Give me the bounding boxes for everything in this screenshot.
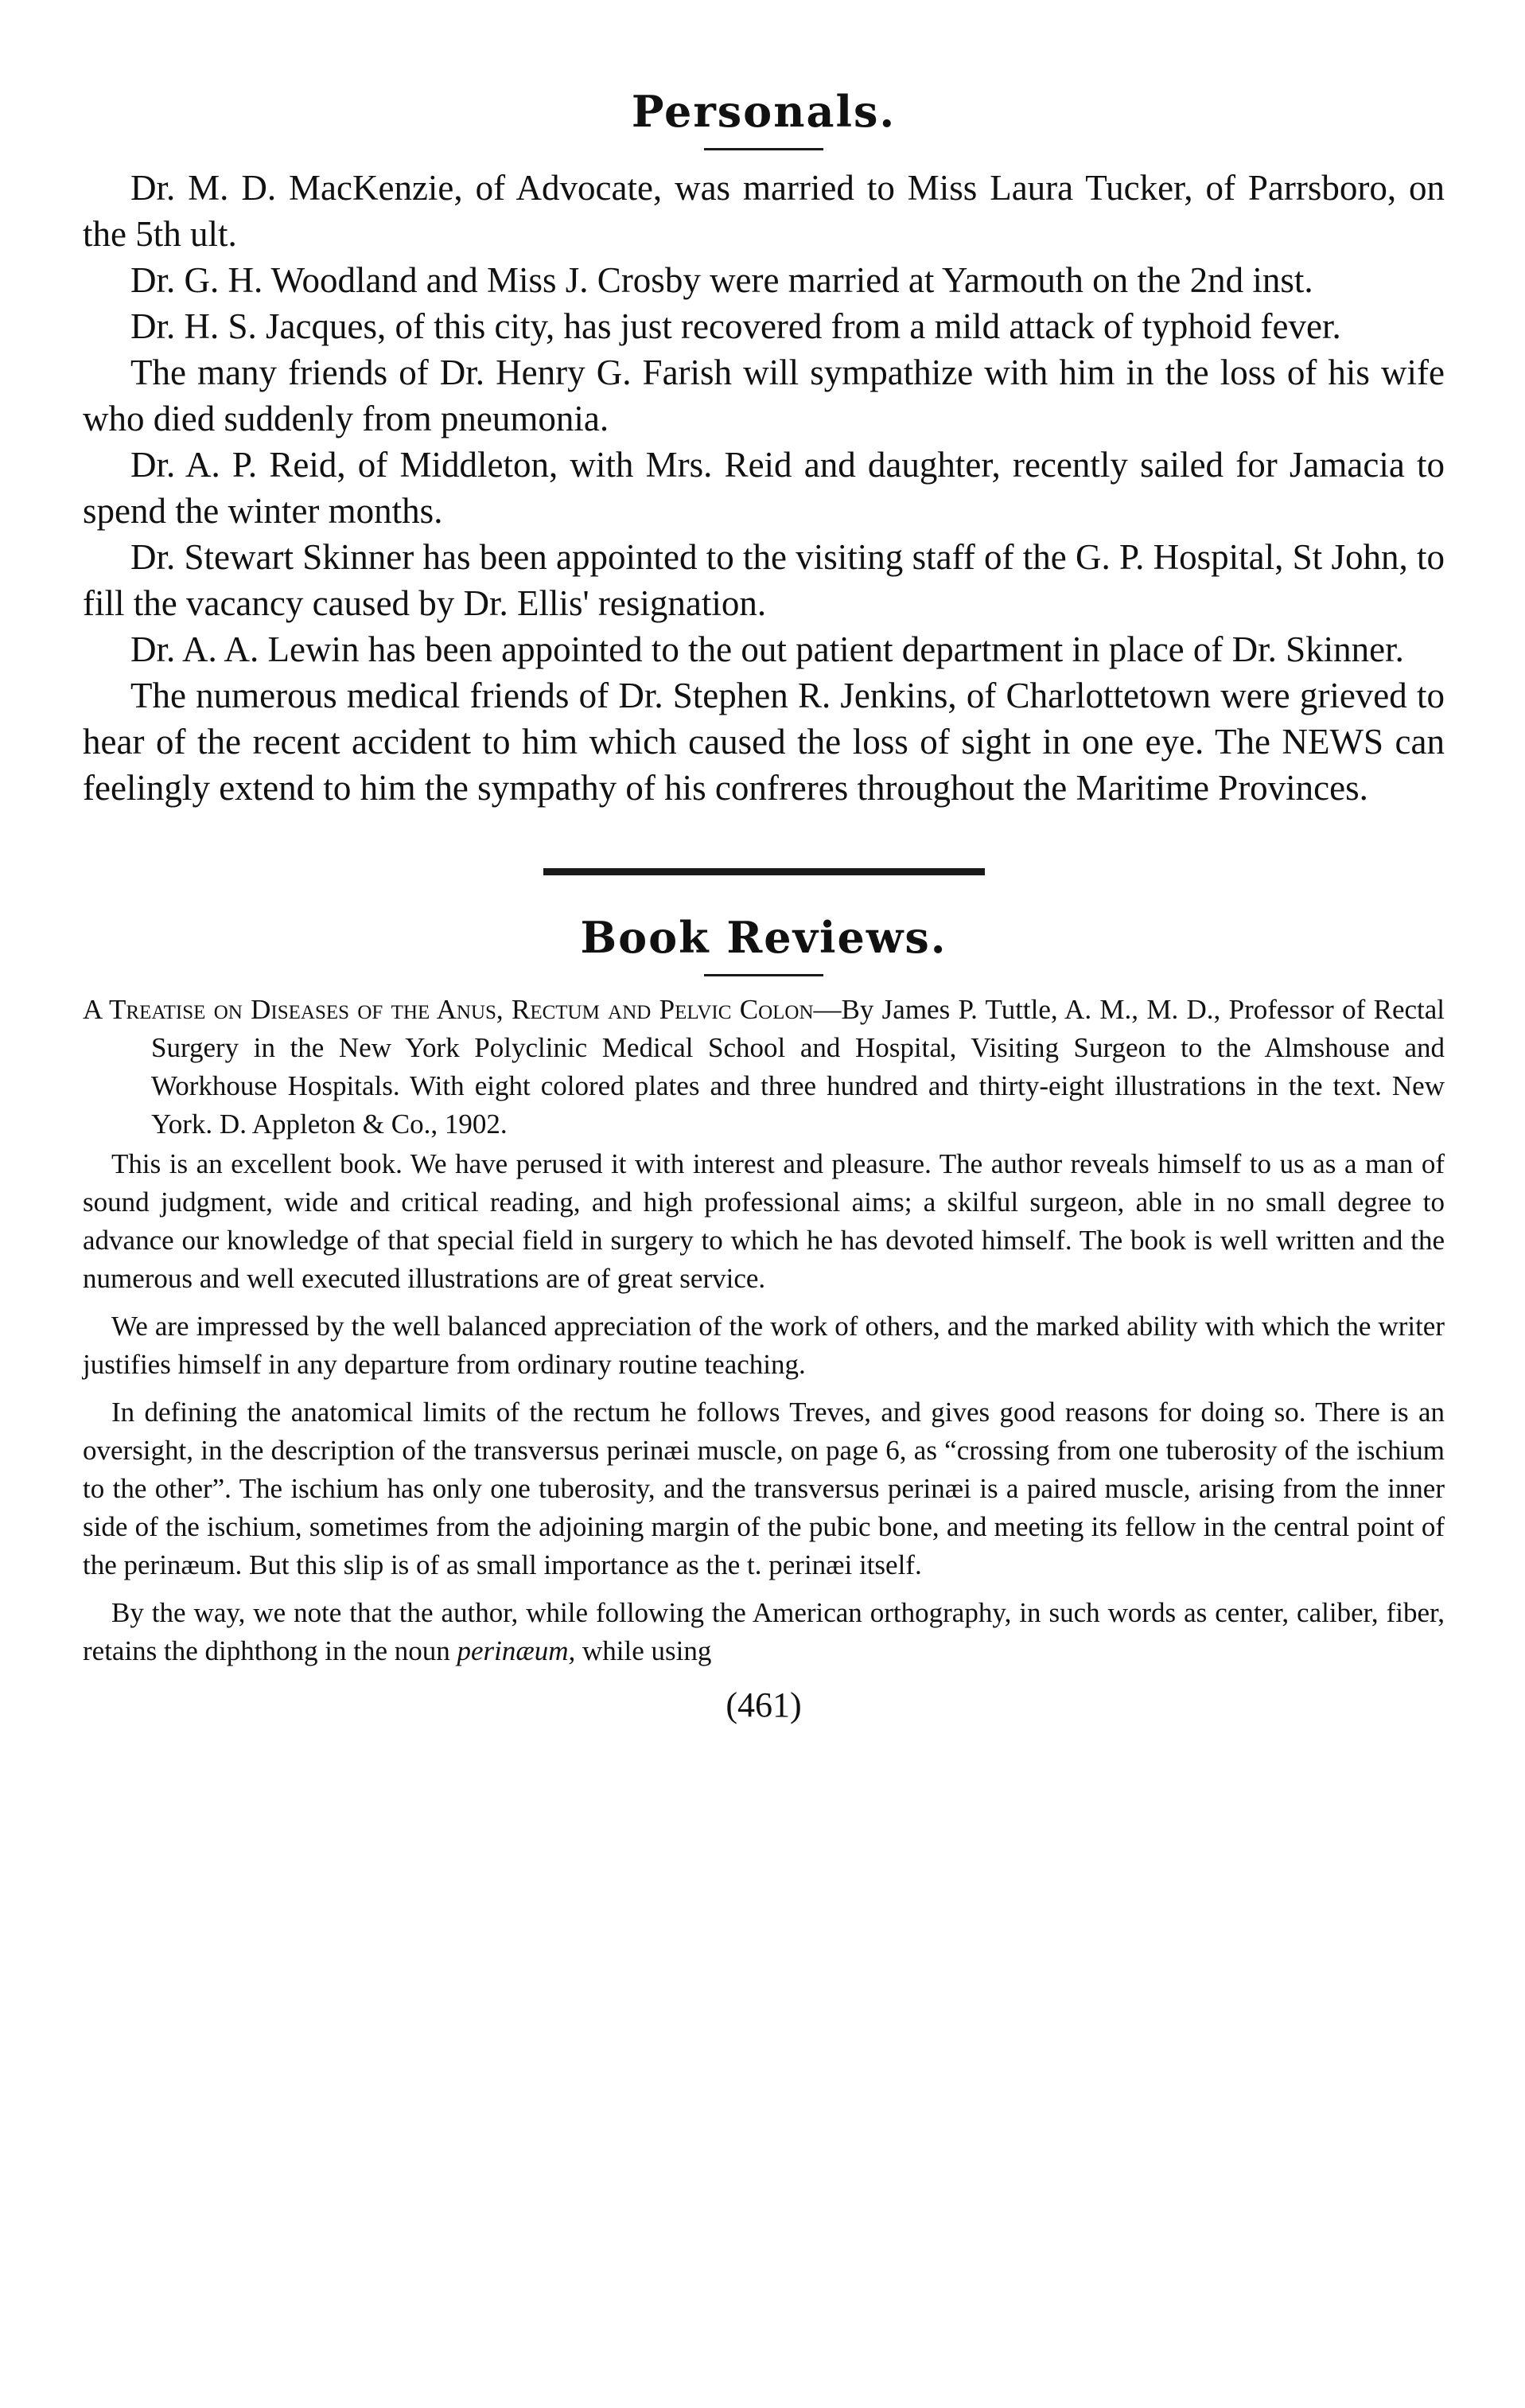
- personal-note: Dr. A. P. Reid, of Middleton, with Mrs. Reid and daughter, recently sailed for Jamacia to spend the winter months.: [83, 445, 1445, 531]
- review-paragraph: We are impressed by the well balanced appreciation of the work of others, and the marked ability with which the writer justifies himself in any departure from ordinary routine teaching.: [83, 1311, 1445, 1380]
- review-citation: [83, 991, 1445, 1144]
- page-number: (461): [726, 1685, 802, 1724]
- review-paragraph-text: By the way, we note that the author, while following the American orthography, in such words as center, caliber, fiber, retains the diphthong in the noun: [83, 1597, 1445, 1666]
- book-reviews-heading-rule: [704, 974, 823, 976]
- personal-note: Dr. A. A. Lewin has been appointed to the out patient department in place of Dr. Skinner.: [130, 629, 1404, 669]
- review-paragraph: This is an excellent book. We have perused it with interest and pleasure. The author reveals himself to us as a man of sound judgment, wide and critical reading, and high professional aims; a skilful surgeon, able in no small degree to advance our knowledge of that special field in surgery to which he has devoted himself. The book is well written and the numerous and well executed illustrations are of great service.: [83, 1148, 1445, 1294]
- personal-note: The many friends of Dr. Henry G. Farish will sympathize with him in the loss of his wife who died suddenly from pneumonia.: [83, 353, 1445, 438]
- personals-heading-rule: [704, 148, 823, 150]
- personals-heading: Personals.: [631, 86, 897, 137]
- document-page: [83, 80, 1445, 1729]
- personal-note: Dr. G. H. Woodland and Miss J. Crosby were married at Yarmouth on the 2nd inst.: [130, 260, 1313, 300]
- book-reviews-heading: Book Reviews.: [580, 912, 947, 963]
- book-reviews-section: [83, 906, 1445, 1670]
- review-paragraph: [83, 1594, 1445, 1670]
- personal-note: Dr. M. D. MacKenzie, of Advocate, was married to Miss Laura Tucker, of Parrsboro, on the 5th ult.: [83, 168, 1445, 254]
- review-paragraph: In defining the anatomical limits of the rectum he follows Treves, and gives good reasons for doing so. There is an oversight, in the description of the transversus perinæi muscle, on page 6, as “crossing from one tuberosity of the ischium to the other”. The ischium has only one tuberosity, and the transversus perinæi is a paired muscle, arising from the inner side of the ischium, sometimes from the adjoining margin of the pubic bone, and meeting its fellow in the central point of the perinæum. But this slip is of as small importance as the t. perinæi itself.: [83, 1397, 1445, 1580]
- review-citation-details: —By James P. Tuttle, A. M., M. D., Professor of Rectal Surgery in the New York Polyclinic Medical School and Hospital, Visiting Surgeon to the Almshouse and Workhouse Hospitals. With eight colored plates and three hundred and thirty-eight illustrations in the text. New York. D. Appleton & Co., 1902.: [151, 994, 1445, 1140]
- section-divider: [543, 868, 985, 875]
- personal-note: The numerous medical friends of Dr. Stephen R. Jenkins, of Charlottetown were grieved to hear of the recent accident to him which caused the loss of sight in one eye. The NEWS can feelingly extend to him the sympathy of his confreres throughout the Maritime Provinces.: [83, 676, 1445, 808]
- review-paragraph-text: while using: [575, 1635, 712, 1666]
- review-paragraph-italic-term: perinæum,: [457, 1635, 576, 1666]
- personal-note: Dr. H. S. Jacques, of this city, has just recovered from a mild attack of typhoid fever.: [130, 306, 1341, 346]
- personal-note: Dr. Stewart Skinner has been appointed to the visiting staff of the G. P. Hospital, St John, to fill the vacancy caused by Dr. Ellis' resignation.: [83, 537, 1445, 623]
- review-book-title: A Treatise on Diseases of the Anus, Rectum and Pelvic Colon: [83, 994, 814, 1025]
- personals-section: [83, 80, 1445, 811]
